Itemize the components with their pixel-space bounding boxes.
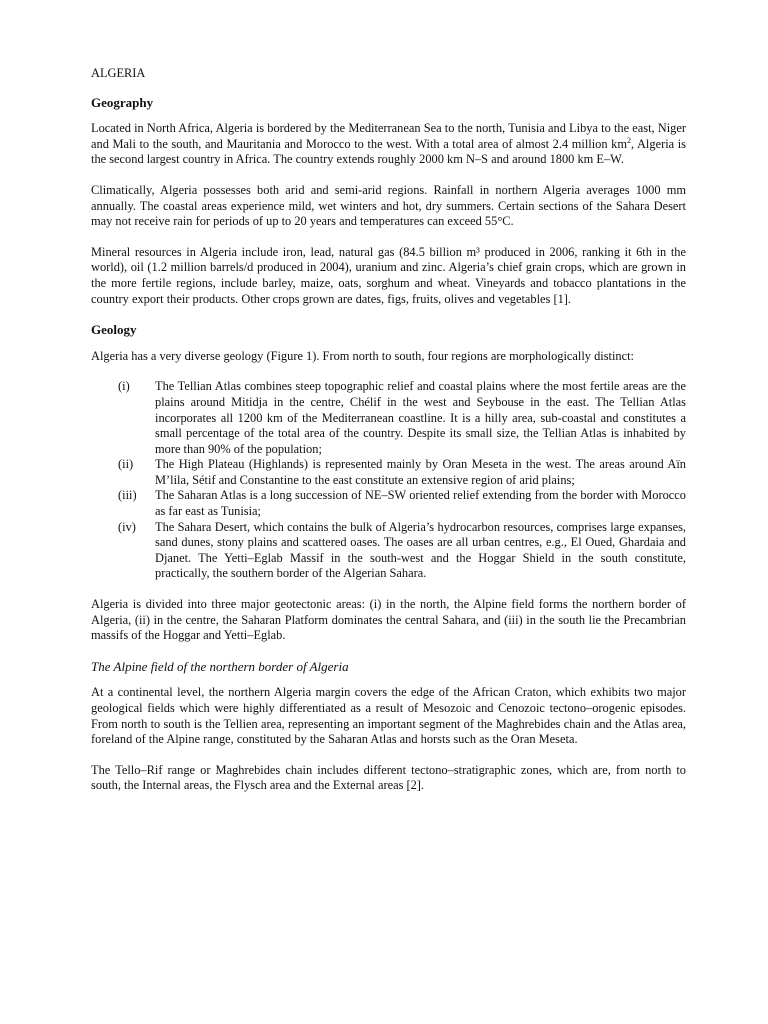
- list-item: [91, 520, 686, 582]
- alpine-field-heading: The Alpine field of the northern border of Algeria: [91, 658, 349, 674]
- geography-p1-text-end: , Algeria is the second largest country in Africa. The country extends roughly 2000 km N–S and around 1800 km E–W.: [91, 136, 686, 167]
- alpine-paragraph-2: The Tello–Rif range or Maghrebides chain includes different tectono–stratigraphic zones, which are, from north to south, the Internal areas, the Flysch area and the External areas [2].: [91, 762, 686, 793]
- geotectonic-paragraph: Algeria is divided into three major geotectonic areas: (i) in the north, the Alpine field forms the northern border of Algeria, (ii) in the centre, the Saharan Platform dominates the central Sahara, and (iii) in the south lie the Precambrian massifs of the Hoggar and Yetti–Eglab.: [91, 597, 686, 643]
- document-page: [91, 66, 686, 809]
- alpine-paragraph-1: At a continental level, the northern Algeria margin covers the edge of the African Craton, which exhibits two major geological fields which were highly differentiated as a result of Mesozoic and Cenozoic tectono–orogenic episodes. From north to south is the Tellien area, representing an important segment of the Maghrebides chain and the Atlas area, foreland of the Alpine range, constituted by the Saharan Atlas and horsts such as the Oran Meseta.: [91, 685, 686, 747]
- superscript-2: 2: [626, 135, 631, 145]
- list-item-text: The Tellian Atlas combines steep topographic relief and coastal plains where the most fertile areas are the plains around Mitidja in the centre, Chélif in the west and Seybouse in the east. The Tellian Atlas incorporates all 1200 km of the Mediterranean coastline. It is a hilly area, sub-coastal and constitutes a small percentage of the total area of the country. Despite its small size, the Tellian Atlas is inhabited by more than 90% of the population;: [155, 379, 686, 456]
- list-item-number: (iv): [118, 519, 136, 534]
- geology-heading: Geology: [91, 322, 137, 338]
- list-item-number: (iii): [118, 488, 137, 503]
- geography-paragraph-3: Mineral resources in Algeria include iron, lead, natural gas (84.5 billion m³ produced in 2006, ranking it 6th in the world), oil (1.2 million barrels/d produced in 2004), uranium and zinc. Algeria’s chief grain crops, which are grown in the more fertile regions, include barley, maize, oats, sorghum and wheat. Vineyards and tobacco plantations in the country export their products. Other crops grown are dates, figs, fruits, olives and vegetables [1].: [91, 244, 686, 306]
- geography-heading: Geography: [91, 94, 154, 110]
- document-title: ALGERIA: [91, 66, 146, 80]
- geography-p1-text: Located in North Africa, Algeria is bordered by the Mediterranean Sea to the north, Tunisia and Libya to the east, Niger and Mali to the south, and Mauritania and Morocco to the west. With a total area of almost 2.4 million km: [91, 121, 686, 151]
- list-item-text: The Sahara Desert, which contains the bulk of Algeria’s hydrocarbon resources, comprises large expanses, sand dunes, stony plains and scattered oases. The oases are all urban centres, e.g., El Oued, Ghardaia and Djanet. The Yetti–Eglab Massif in the south-west and the Hoggar Shield in the south constitute, practically, the southern border of the Algerian Sahara.: [155, 519, 686, 581]
- list-item-text: The High Plateau (Highlands) is represented mainly by Oran Meseta in the west. The areas around Aïn M’lila, Sétif and Constantine to the east constitute an extensive region of arid plains;: [155, 457, 686, 487]
- geology-intro: Algeria has a very diverse geology (Figure 1). From north to south, four regions are morphologically distinct:: [91, 348, 635, 363]
- list-item-number: (i): [118, 379, 130, 394]
- list-item: [91, 379, 686, 457]
- list-item-number: (ii): [118, 457, 134, 472]
- list-item: [91, 488, 686, 519]
- geography-paragraph-1: [91, 121, 686, 168]
- list-item: [91, 457, 686, 488]
- list-item-text: The Saharan Atlas is a long succession of NE–SW oriented relief extending from the border with Morocco as far east as Tunisia;: [155, 488, 686, 519]
- geography-paragraph-2: Climatically, Algeria possesses both arid and semi-arid regions. Rainfall in northern Algeria averages 1000 mm annually. The coastal areas experience mild, wet winters and hot, dry summers. Certain sections of the Sahara Desert may not receive rain for periods of up to 20 years and temperatures can exceed 55°C.: [91, 182, 686, 229]
- regions-list: [91, 379, 686, 582]
